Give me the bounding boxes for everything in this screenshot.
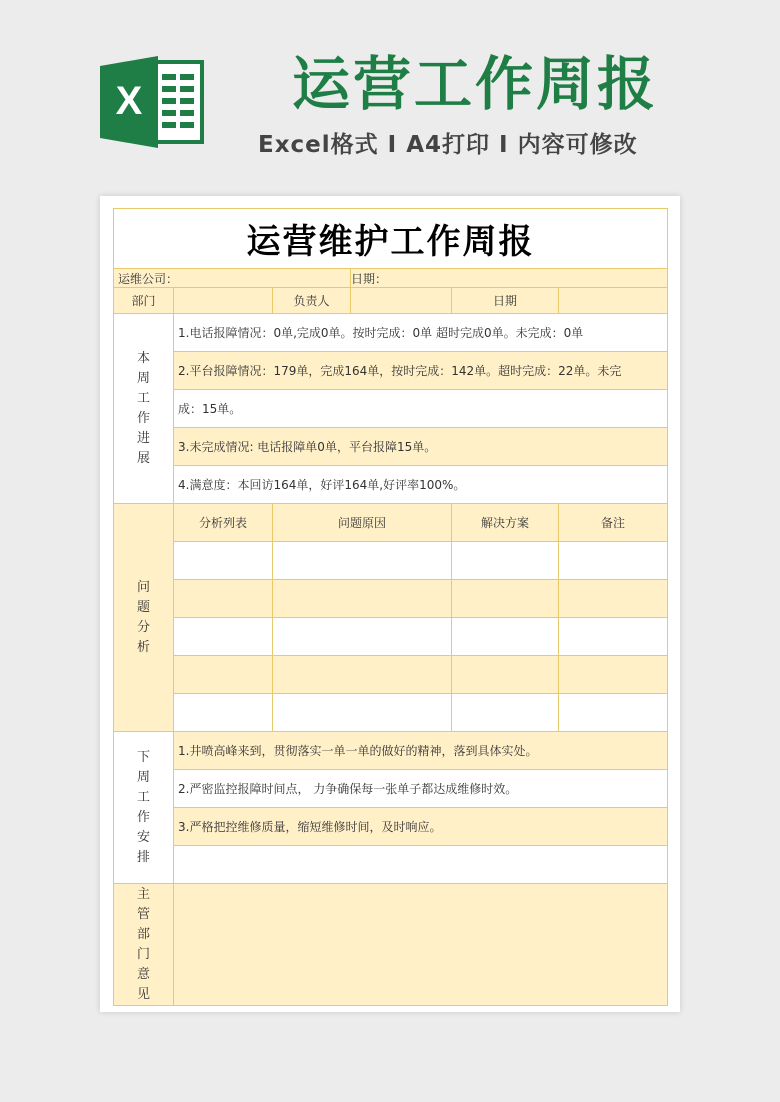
- next-week-line-4[interactable]: [174, 846, 668, 884]
- page-title: 运营工作周报: [292, 50, 659, 118]
- owner-value-cell[interactable]: [351, 288, 452, 314]
- next-week-line-1[interactable]: 1.井喷高峰来到，贯彻落实一单一单的做好的精神，落到具体实处。: [174, 732, 668, 770]
- analysis-header-list: 分析列表: [174, 504, 273, 542]
- progress-section-label: 本 周 工 作 进 展: [114, 314, 174, 504]
- progress-line-4[interactable]: 3.未完成情况: 电话报障单0单，平台报障15单。: [174, 428, 668, 466]
- progress-line-5[interactable]: 4.满意度：本回访164单，好评164单,好评率100%。: [174, 466, 668, 504]
- table-row: [114, 618, 668, 656]
- document-title[interactable]: 运营维护工作周报: [114, 209, 668, 269]
- date-cell[interactable]: [351, 269, 668, 288]
- progress-line-2[interactable]: 2.平台报障情况：179单，完成164单，按时完成：142单。超时完成：22单。未完: [174, 352, 668, 390]
- dept-value-cell[interactable]: [174, 288, 273, 314]
- table-row: [114, 580, 668, 618]
- next-week-section-label: 下 周 工 作 安 排: [114, 732, 174, 884]
- analysis-header-notes: 备注: [559, 504, 668, 542]
- supervisor-opinion-cell[interactable]: [174, 884, 668, 1006]
- table-row: [114, 694, 668, 732]
- company-cell[interactable]: [114, 269, 351, 288]
- date2-label: 日期: [452, 288, 559, 314]
- analysis-section-label: 问 题 分 析: [114, 504, 174, 732]
- company-label: 运维公司：: [118, 271, 179, 286]
- supervisor-section-label: 主 管 部 门 意 见: [114, 884, 174, 1006]
- date-label: 日期：: [351, 271, 388, 286]
- dept-label: 部门: [114, 288, 174, 314]
- table-row: [114, 542, 668, 580]
- table-row: [114, 656, 668, 694]
- logo-letter: X: [115, 79, 143, 123]
- excel-icon: [100, 56, 204, 148]
- date2-value-cell[interactable]: [559, 288, 668, 314]
- progress-line-1[interactable]: 1.电话报障情况：0单,完成0单。按时完成：0单 超时完成0单。未完成：0单: [174, 314, 668, 352]
- owner-label: 负责人: [273, 288, 351, 314]
- next-week-line-2[interactable]: 2.严密监控报障时间点， 力争确保每一张单子都达成维修时效。: [174, 770, 668, 808]
- report-table: [113, 208, 668, 1006]
- analysis-header-solution: 解决方案: [452, 504, 559, 542]
- next-week-line-3[interactable]: 3.严格把控维修质量，缩短维修时间，及时响应。: [174, 808, 668, 846]
- page-subtitle: Excel格式 I A4打印 I 内容可修改: [258, 132, 638, 158]
- analysis-header-cause: 问题原因: [273, 504, 452, 542]
- progress-line-3[interactable]: 成：15单。: [174, 390, 668, 428]
